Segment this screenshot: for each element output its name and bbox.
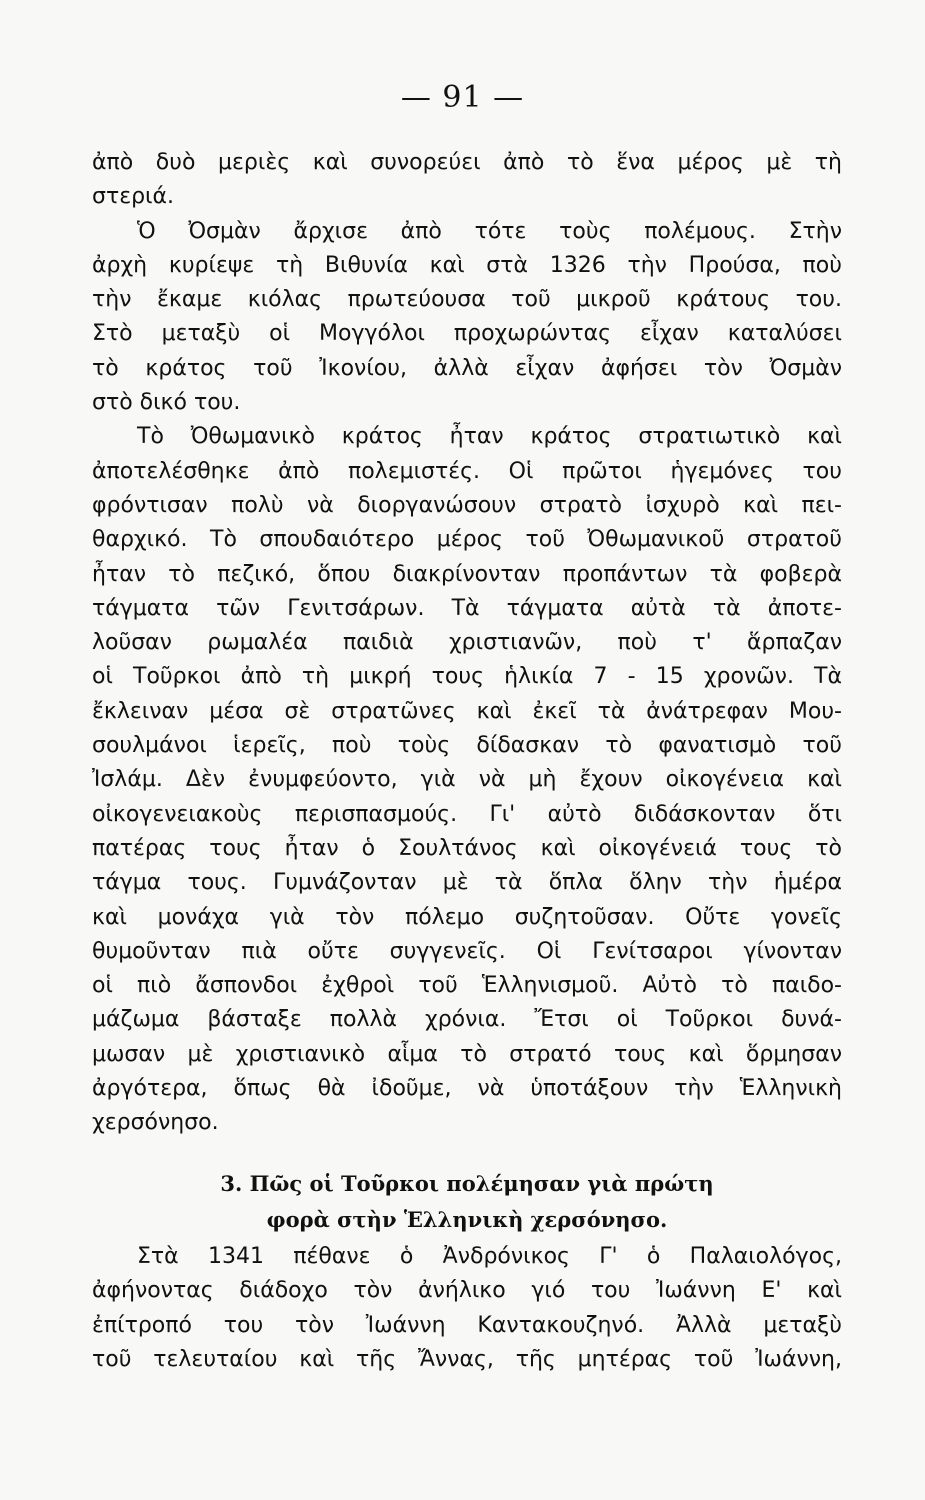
text-line: τοῦ τελευταίου καὶ τῆς Ἄννας, τῆς μητέρας τοῦ Ἰωάννη, bbox=[92, 1346, 842, 1372]
text-line: οἱ πιὸ ἄσπονδοι ἐχθροὶ τοῦ Ἑλληνισμοῦ. Αὐτὸ τὸ παιδο- bbox=[92, 973, 842, 999]
text-line: ἀποτελέσθηκε ἀπὸ πολεμιστές. Οἱ πρῶτοι ἡγεμόνες του bbox=[92, 458, 842, 484]
paragraph-4 bbox=[92, 1240, 842, 1377]
text-line: Στὰ 1341 πέθανε ὁ Ἀνδρόνικος Γ' ὁ Παλαιολόγος, bbox=[137, 1244, 842, 1269]
paragraph-2 bbox=[92, 215, 842, 421]
text-line: στεριά. bbox=[92, 184, 174, 210]
text-line: Στὸ μεταξὺ οἱ Μογγόλοι προχωρώντας εἶχαν καταλύσει bbox=[92, 321, 842, 347]
text-line: ἐπίτροπό του τὸν Ἰωάννη Καντακουζηνό. Ἀλλὰ μεταξὺ bbox=[92, 1312, 842, 1338]
section-heading bbox=[92, 1166, 842, 1238]
heading-line: φορὰ στὴν Ἑλληνικὴ χερσόνησο. bbox=[266, 1207, 668, 1232]
text-line: οἰκογενειακοὺς περισπασμούς. Γι' αὐτὸ διδάσκονταν ὅτι bbox=[92, 801, 842, 827]
text-line: οἱ Τοῦρκοι ἀπὸ τὴ μικρή τους ἡλικία 7 - 15 χρονῶν. Τὰ bbox=[92, 664, 842, 690]
text-line: χερσόνησο. bbox=[92, 1110, 219, 1136]
body-text bbox=[92, 146, 842, 1141]
text-line: τὸ κράτος τοῦ Ἰκονίου, ἀλλὰ εἶχαν ἀφήσει τὸν Ὀσμὰν bbox=[92, 355, 842, 381]
text-line: καὶ μονάχα γιὰ τὸν πόλεμο συζητοῦσαν. Οὔτε γονεῖς bbox=[92, 904, 842, 930]
text-line: ἔκλειναν μέσα σὲ στρατῶνες καὶ ἐκεῖ τὰ ἀνάτρεφαν Μου- bbox=[92, 698, 842, 724]
text-line: μωσαν μὲ χριστιανικὸ αἷμα τὸ στρατό τους καὶ ὅρμησαν bbox=[92, 1041, 842, 1067]
text-line: θαρχικό. Τὸ σπουδαιότερο μέρος τοῦ Ὀθωμανικοῦ στρατοῦ bbox=[92, 527, 842, 553]
page-number: — 91 — bbox=[400, 80, 525, 115]
text-line: στὸ δικό του. bbox=[92, 390, 241, 416]
text-line: τάγματα τῶν Γενιτσάρων. Τὰ τάγματα αὐτὰ τὰ ἀποτε- bbox=[92, 595, 842, 621]
text-line: ἀρχὴ κυρίεψε τὴ Βιθυνία καὶ στὰ 1326 τὴν Προύσα, ποὺ bbox=[92, 252, 842, 278]
text-line: ἦταν τὸ πεζικό, ὅπου διακρίνονταν προπάντων τὰ φοβερὰ bbox=[92, 561, 842, 587]
text-line: φρόντισαν πολὺ νὰ διοργανώσουν στρατὸ ἰσχυρὸ καὶ πει- bbox=[92, 492, 842, 518]
text-line: μάζωμα βάσταξε πολλὰ χρόνια. Ἔτσι οἱ Τοῦρκοι δυνά- bbox=[92, 1007, 842, 1033]
text-line: τὴν ἔκαμε κιόλας πρωτεύουσα τοῦ μικροῦ κράτους του. bbox=[92, 287, 842, 313]
text-line: λοῦσαν ρωμαλέα παιδιὰ χριστιανῶν, ποὺ τ' ἅρπαζαν bbox=[92, 630, 842, 656]
text-line: ἀπὸ δυὸ μεριὲς καὶ συνορεύει ἀπὸ τὸ ἕνα μέρος μὲ τὴ bbox=[92, 150, 842, 175]
text-line: Τὸ Ὀθωμανικὸ κράτος ἦταν κράτος στρατιωτικὸ καὶ bbox=[137, 424, 842, 450]
text-line: πατέρας τους ἦταν ὁ Σουλτάνος καὶ οἰκογένειά τους τὸ bbox=[92, 835, 842, 861]
paragraph-3 bbox=[92, 420, 842, 1140]
paragraph-1 bbox=[92, 146, 842, 215]
text-line: ἀφήνοντας διάδοχο τὸν ἀνήλικο γιό του Ἰωάννη Ε' καὶ bbox=[92, 1278, 842, 1304]
text-line: ἀργότερα, ὅπως θὰ ἰδοῦμε, νὰ ὑποτάξουν τὴν Ἑλληνικὴ bbox=[92, 1076, 842, 1102]
text-line: Ὁ Ὀσμὰν ἄρχισε ἀπὸ τότε τοὺς πολέμους. Στὴν bbox=[137, 218, 842, 244]
text-line: σουλμάνοι ἱερεῖς, ποὺ τοὺς δίδασκαν τὸ φανατισμὸ τοῦ bbox=[92, 733, 842, 759]
text-line: Ἰσλάμ. Δὲν ἐνυμφεύοντο, γιὰ νὰ μὴ ἔχουν οἰκογένεια καὶ bbox=[92, 767, 842, 793]
text-line: τάγμα τους. Γυμνάζονταν μὲ τὰ ὅπλα ὅλην τὴν ἡμέρα bbox=[92, 870, 842, 896]
heading-line: 3. Πῶς οἱ Τοῦρκοι πολέμησαν γιὰ πρώτη bbox=[220, 1171, 714, 1196]
text-line: θυμοῦνταν πιὰ οὔτε συγγενεῖς. Οἱ Γενίτσαροι γίνονταν bbox=[92, 938, 842, 964]
